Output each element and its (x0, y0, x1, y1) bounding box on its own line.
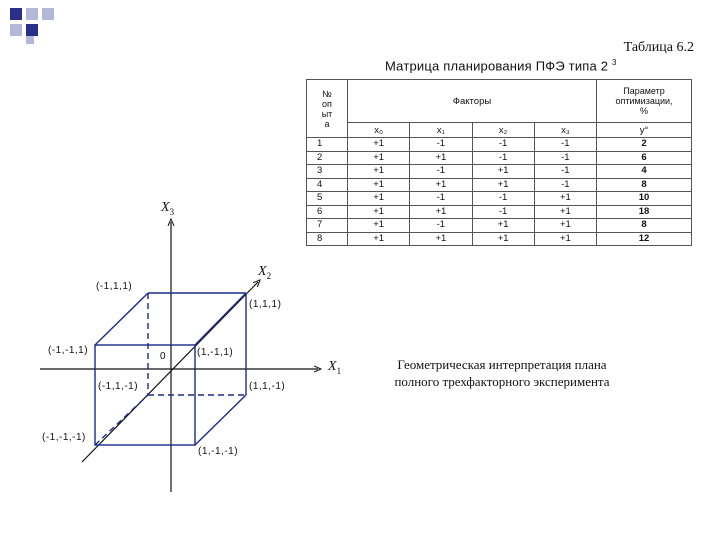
axis-x3-sub: 3 (169, 206, 175, 217)
factor-cell: -1 (472, 192, 534, 206)
factor-cell: +1 (534, 205, 596, 219)
vertex-label-back-top-right: (1,1,1) (249, 299, 282, 310)
row-number-cell: 3 (307, 165, 348, 179)
factor-cell: -1 (534, 178, 596, 192)
factor-cell: +1 (348, 232, 410, 246)
row-number-cell: 1 (307, 138, 348, 152)
header-opyt-line: а (324, 118, 330, 129)
table-caption: Таблица 6.2 (623, 40, 694, 55)
factor-cell: -1 (534, 138, 596, 152)
factor-cell: +1 (348, 165, 410, 179)
vertex-label-front-bottom-left: (-1,-1,-1) (42, 432, 86, 443)
row-number-cell: 4 (307, 178, 348, 192)
interpretation-line: Геометрическая интерпретация плана (397, 357, 607, 372)
response-cell: 6 (597, 151, 692, 165)
row-number-cell: 2 (307, 151, 348, 165)
factor-cell: +1 (410, 205, 472, 219)
factor-cell: -1 (410, 219, 472, 233)
col-header: x₀ (348, 123, 410, 138)
response-cell: 2 (597, 138, 692, 152)
factor-cell: -1 (472, 138, 534, 152)
factor-cell: +1 (410, 178, 472, 192)
header-param-line: Параметр (623, 86, 665, 96)
cube-top-left-edge (95, 293, 148, 345)
axis-x1-sub: 1 (336, 365, 342, 376)
cube-hidden-diagonal (95, 395, 148, 445)
interpretation-line: полного трехфакторного эксперимента (394, 374, 610, 389)
response-cell: 10 (597, 192, 692, 206)
factor-cell: +1 (348, 205, 410, 219)
factor-cell: +1 (348, 178, 410, 192)
response-cell: 8 (597, 178, 692, 192)
header-factors: Факторы (348, 80, 597, 123)
factor-cell: +1 (472, 165, 534, 179)
factor-cell: +1 (410, 151, 472, 165)
vertex-label-front-top-left: (-1,-1,1) (48, 345, 89, 356)
factor-cell: +1 (472, 219, 534, 233)
col-header: y° (597, 123, 692, 138)
table-title-exponent: 3 (612, 58, 617, 67)
axis-x1-letter: X (328, 359, 337, 374)
vertex-label-back-top-left: (-1,1,1) (96, 281, 133, 292)
header-param-line: оптимизации, (615, 96, 673, 106)
factor-cell: +1 (472, 232, 534, 246)
factor-cell: +1 (348, 151, 410, 165)
factor-cell: -1 (410, 192, 472, 206)
factor-cell: -1 (410, 138, 472, 152)
factor-cell: -1 (534, 151, 596, 165)
header-param-line: % (639, 106, 648, 116)
factor-cell: -1 (472, 151, 534, 165)
header-opyt-line: ыт (321, 108, 333, 119)
axis-x2-label (258, 264, 271, 281)
axis-x2-sub: 2 (266, 270, 272, 281)
axis-x1-label (328, 359, 341, 376)
response-cell: 18 (597, 205, 692, 219)
axis-x3-label (161, 200, 174, 217)
factor-cell: +1 (348, 219, 410, 233)
factor-cell: +1 (534, 192, 596, 206)
vertex-label-back-bottom-left: (-1,1,-1) (98, 381, 139, 392)
row-number-cell: 8 (307, 232, 348, 246)
row-number-cell: 6 (307, 205, 348, 219)
cube-top-right-edge (195, 293, 246, 345)
row-number-cell: 5 (307, 192, 348, 206)
response-cell: 4 (597, 165, 692, 179)
row-number-cell: 7 (307, 219, 348, 233)
vertex-label-front-bottom-right: (1,-1,-1) (198, 446, 239, 457)
factor-cell: +1 (410, 232, 472, 246)
factor-cell: -1 (472, 205, 534, 219)
interpretation-caption (366, 356, 638, 390)
axis-x2-line (82, 282, 258, 462)
col-header: x₁ (410, 123, 472, 138)
cube-bottom-right-edge (195, 395, 246, 445)
factor-cell: +1 (348, 138, 410, 152)
factor-cell: +1 (472, 178, 534, 192)
col-header: x₃ (534, 123, 596, 138)
col-header: x₂ (472, 123, 534, 138)
vertex-label-back-bottom-right: (1,1,-1) (249, 381, 286, 392)
header-opyt-line: оп (322, 98, 332, 109)
axis-x2-letter: X (258, 264, 267, 279)
table-title-text: Матрица планирования ПФЭ типа 2 (385, 58, 609, 74)
response-cell: 8 (597, 219, 692, 233)
factor-cell: -1 (410, 165, 472, 179)
vertex-label-front-top-right: (1,-1,1) (197, 347, 234, 358)
header-opyt-line: № (322, 88, 332, 99)
factor-cell: +1 (534, 219, 596, 233)
origin-label: 0 (160, 351, 167, 362)
axis-x3-letter: X (161, 200, 170, 215)
response-cell: 12 (597, 232, 692, 246)
factor-cell: -1 (534, 165, 596, 179)
factor-cell: +1 (348, 192, 410, 206)
factor-cell: +1 (534, 232, 596, 246)
